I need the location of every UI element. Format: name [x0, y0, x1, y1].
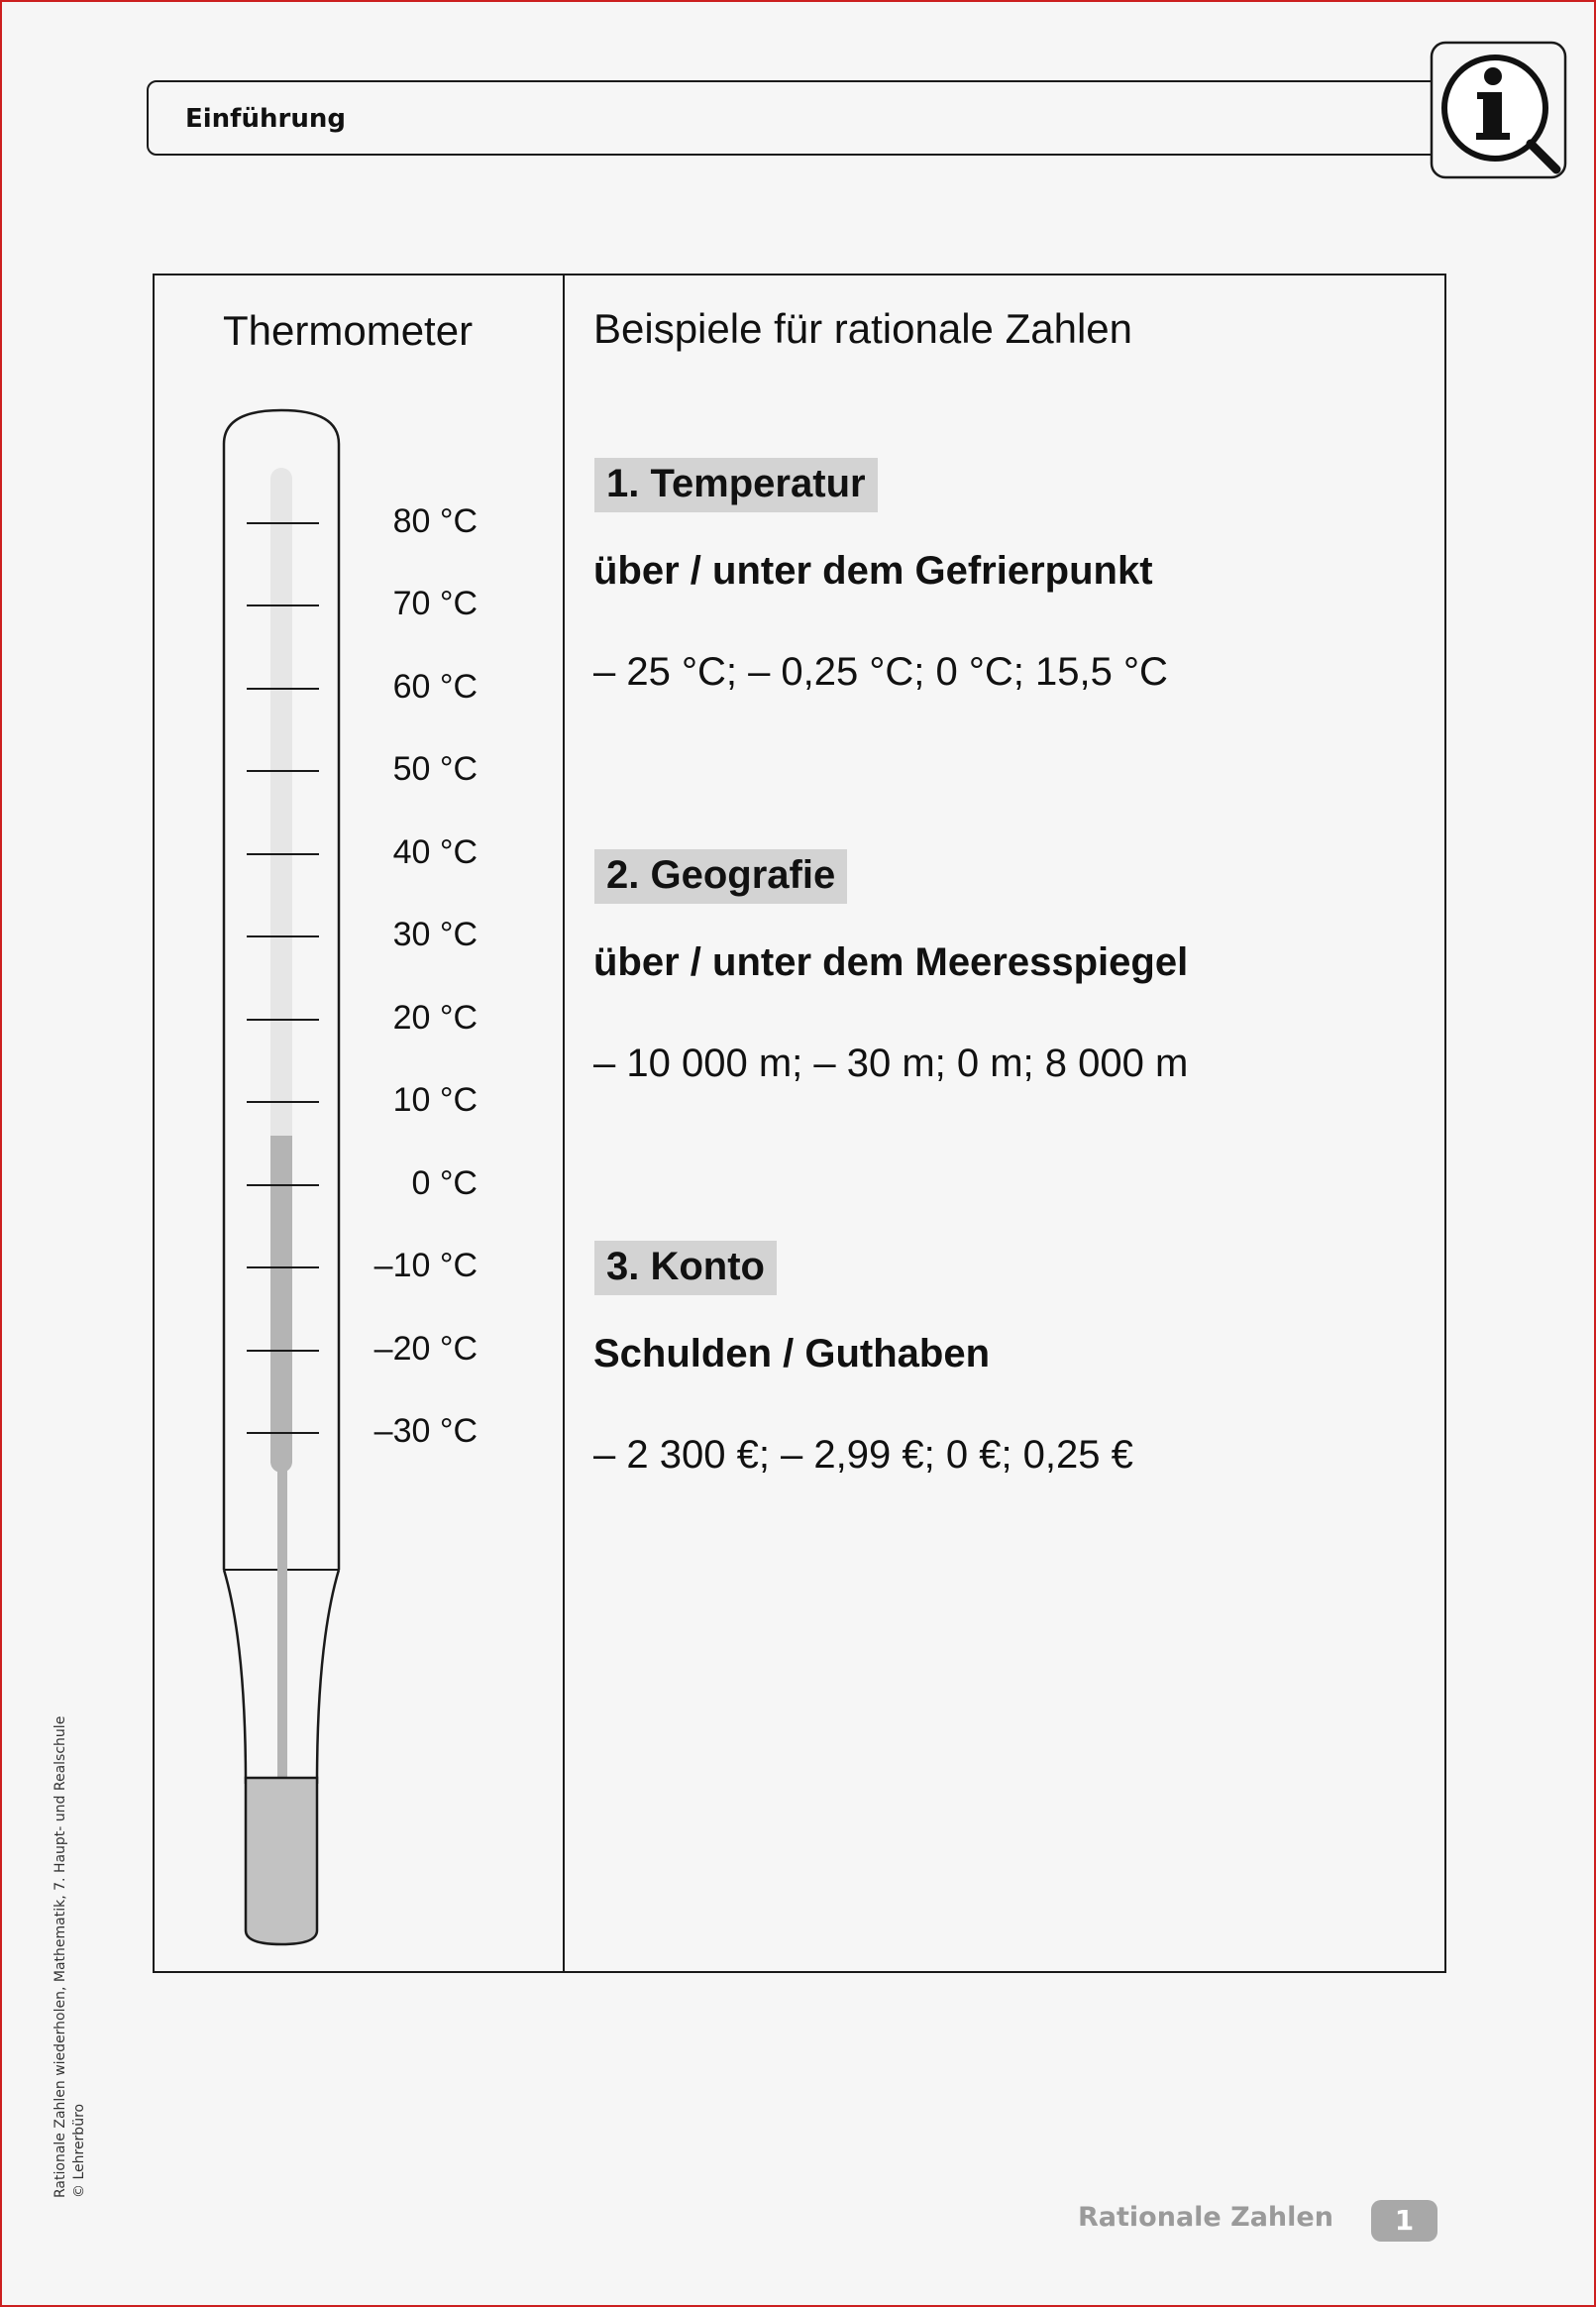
section-subtitle-account: Schulden / Guthaben [593, 1332, 991, 1375]
scale-label: 70 °C [392, 585, 478, 622]
examples-heading: Beispiele für rationale Zahlen [593, 305, 1132, 352]
section-values-temperature: – 25 °C; – 0,25 °C; 0 °C; 15,5 °C [593, 650, 1168, 694]
scale-label: 30 °C [392, 916, 478, 953]
side-credit [52, 1716, 89, 2198]
scale-label: 40 °C [392, 833, 478, 871]
content-table [153, 274, 1446, 1973]
section-values-account: – 2 300 €; – 2,99 €; 0 €; 0,25 € [593, 1433, 1133, 1477]
scale-label: 80 °C [392, 502, 478, 540]
scale-label: –20 °C [373, 1330, 478, 1368]
scale-label: –10 °C [373, 1247, 478, 1284]
section-title-account: 3. Konto [594, 1241, 777, 1295]
side-credit-line: Rationale Zahlen wiederholen, Mathematik, 7. Haupt- und Realschule [53, 1715, 68, 2198]
scale-label: –30 °C [373, 1412, 478, 1450]
side-credit-line: © Lehrerbüro [71, 2103, 87, 2198]
section-subtitle-geography: über / unter dem Meeresspiegel [593, 940, 1189, 984]
header-bar [147, 80, 1444, 156]
info-magnifier-icon [1430, 41, 1567, 179]
section-title-temperature: 1. Temperatur [594, 458, 878, 512]
thermometer-scale [339, 275, 478, 1971]
scale-label: 20 °C [392, 999, 478, 1037]
footer-title: Rationale Zahlen [1078, 2202, 1333, 2233]
scale-label: 60 °C [392, 668, 478, 706]
scale-label: 0 °C [411, 1164, 478, 1202]
section-values-geography: – 10 000 m; – 30 m; 0 m; 8 000 m [593, 1042, 1189, 1085]
thermometer-heading: Thermometer [223, 307, 474, 354]
scale-label: 50 °C [392, 750, 478, 788]
section-title-geography: 2. Geografie [594, 849, 847, 904]
page-number-badge: 1 [1371, 2200, 1437, 2242]
header-title: Einführung [185, 104, 346, 134]
section-subtitle-temperature: über / unter dem Gefrierpunkt [593, 549, 1153, 593]
scale-label: 10 °C [392, 1081, 478, 1119]
column-divider [563, 275, 565, 1971]
